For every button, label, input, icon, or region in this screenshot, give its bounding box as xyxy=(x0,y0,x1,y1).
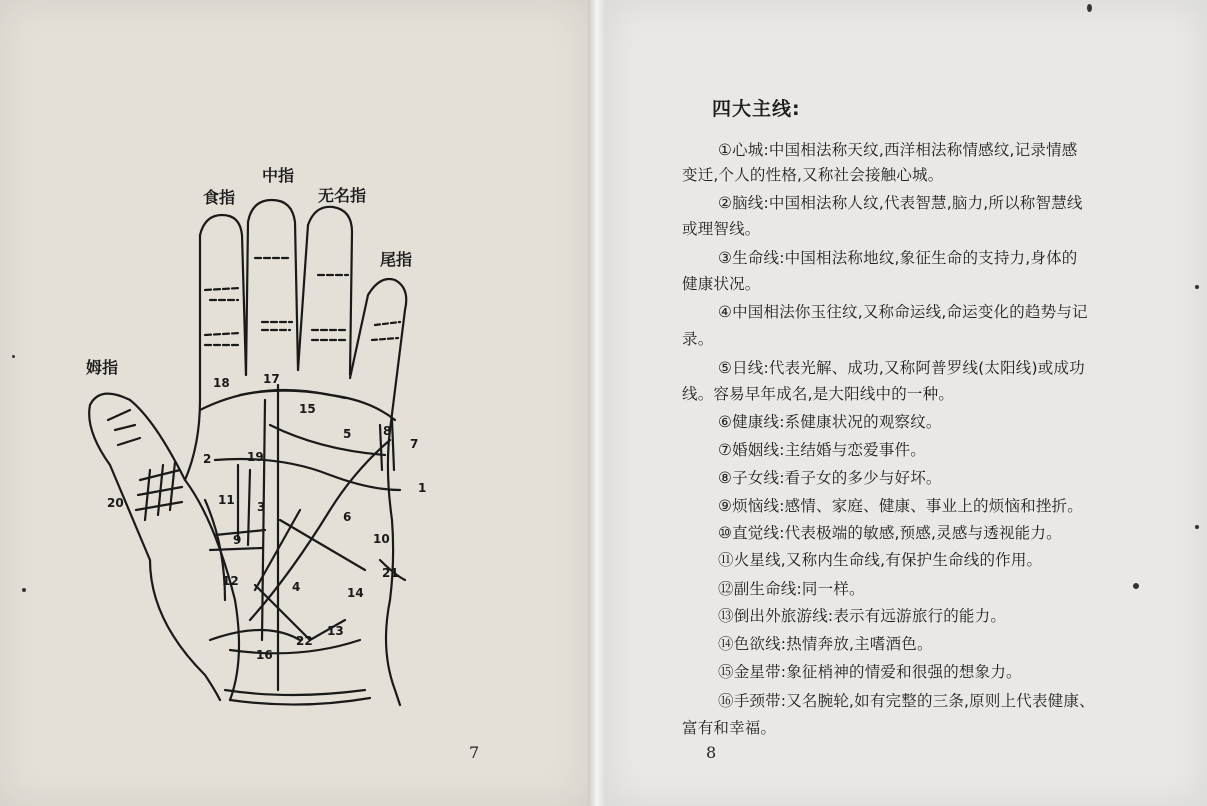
book-gutter xyxy=(588,0,606,806)
text-line: ⑯手颈带:又名腕轮,如有完整的三条,原则上代表健康、 xyxy=(718,692,1095,710)
text-line: ⑬倒出外旅游线:表示有远游旅行的能力。 xyxy=(718,607,1007,625)
line-number: 7 xyxy=(410,437,419,451)
text-line: 变迁,个人的性格,又称社会接触心城。 xyxy=(682,166,944,184)
ink-speck xyxy=(1133,583,1139,589)
line-number: 6 xyxy=(343,510,352,524)
text-line: ⑨烦恼线:感情、家庭、健康、事业上的烦恼和挫折。 xyxy=(718,497,1083,515)
line-number: 10 xyxy=(373,532,390,546)
text-line: 线。容易早年成名,是大阳线中的一种。 xyxy=(682,385,955,403)
middle-finger-label: 中指 xyxy=(262,166,295,185)
left-page xyxy=(0,0,588,806)
ink-speck xyxy=(1195,525,1199,529)
ink-speck xyxy=(22,588,26,592)
page-number: 7 xyxy=(469,743,480,762)
palm-diagram xyxy=(0,0,588,806)
text-line: ④中国相法你玉往纹,又称命运线,命运变化的趋势与记 xyxy=(718,303,1088,321)
line-number: 9 xyxy=(233,533,242,547)
text-line: ⑪火星线,又称内生命线,有保护生命线的作用。 xyxy=(718,551,1043,569)
text-line: 健康状况。 xyxy=(682,275,761,293)
line-number: 13 xyxy=(327,624,344,638)
text-line: ⑩直觉线:代表极端的敏感,预感,灵感与透视能力。 xyxy=(718,524,1062,542)
text-line: ⑤日线:代表光解、成功,又称阿普罗线(太阳线)或成功 xyxy=(718,359,1085,377)
ring-finger-label: 无名指 xyxy=(318,186,367,205)
little-finger-label: 尾指 xyxy=(380,250,413,269)
line-number: 2 xyxy=(203,452,212,466)
text-line: ③生命线:中国相法称地纹,象征生命的支持力,身体的 xyxy=(718,249,1078,267)
text-line: ⑫副生命线:同一样。 xyxy=(718,580,865,598)
ink-speck xyxy=(1087,4,1092,12)
text-line: ⑥健康线:系健康状况的观察纹。 xyxy=(718,413,942,431)
line-number: 20 xyxy=(107,496,124,510)
line-number: 17 xyxy=(263,372,280,386)
text-line: ⑦婚姻线:主结婚与恋爱事件。 xyxy=(718,441,926,459)
line-number: 22 xyxy=(296,634,313,648)
line-number: 3 xyxy=(257,500,266,514)
line-number: 5 xyxy=(343,427,352,441)
page-number: 8 xyxy=(706,743,717,762)
text-line: ⑧子女线:看子女的多少与好坏。 xyxy=(718,469,942,487)
text-line: ⑭色欲线:热情奔放,主嗜酒色。 xyxy=(718,635,933,653)
line-number: 16 xyxy=(256,648,273,662)
line-number: 11 xyxy=(218,493,235,507)
index-finger-label: 食指 xyxy=(203,188,236,207)
thumb-label: 姆指 xyxy=(86,358,119,377)
section-title: 四大主线: xyxy=(712,98,801,120)
text-line: ⑮金星带:象征梢神的情爱和很强的想象力。 xyxy=(718,663,1022,681)
text-line: ②脑线:中国相法称人纹,代表智慧,脑力,所以称智慧线 xyxy=(718,194,1083,212)
line-number: 4 xyxy=(292,580,301,594)
text-line: ①心城:中国相法称天纹,西洋相法称情感纹,记录情感 xyxy=(718,141,1078,159)
line-number: 18 xyxy=(213,376,230,390)
line-number: 8 xyxy=(383,424,392,438)
line-number: 1 xyxy=(418,481,427,495)
text-line: 或理智线。 xyxy=(682,220,761,238)
text-line: 富有和幸福。 xyxy=(682,719,777,737)
line-number: 14 xyxy=(347,586,364,600)
text-line: 录。 xyxy=(682,330,714,348)
ink-speck xyxy=(1195,285,1199,289)
line-number: 15 xyxy=(299,402,316,416)
line-number: 21 xyxy=(382,566,399,580)
line-number: 19 xyxy=(247,450,264,464)
ink-speck xyxy=(12,355,15,358)
line-number: 12 xyxy=(222,574,239,588)
